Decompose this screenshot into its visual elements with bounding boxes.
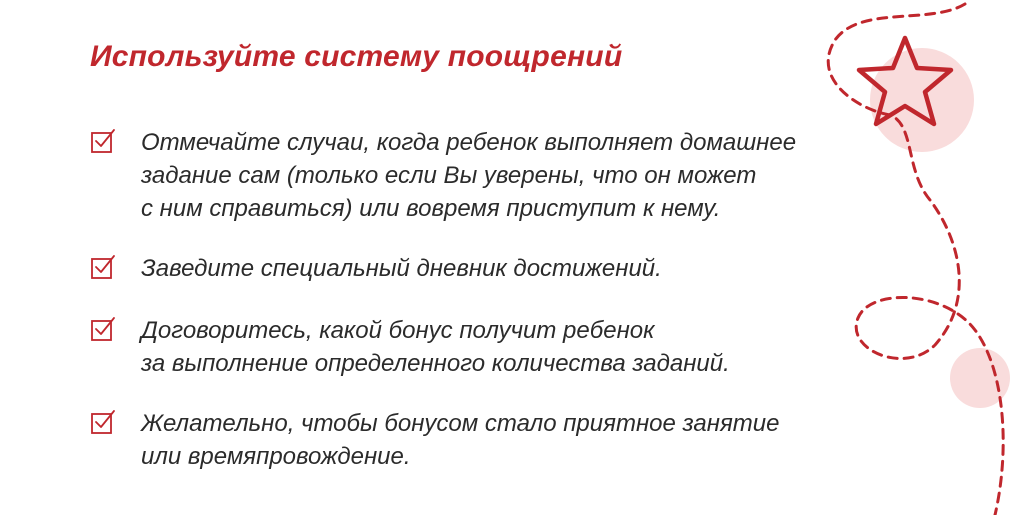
tip-item	[90, 126, 796, 225]
checkbox-check-icon	[90, 316, 116, 342]
tip-text: Заведите специальный дневник достижений.	[141, 255, 662, 282]
tip-item	[90, 252, 662, 285]
tip-item	[90, 407, 779, 473]
page-title: Используйте систему поощрений	[90, 40, 623, 73]
checkbox-check-icon	[90, 128, 116, 154]
star-icon	[859, 38, 951, 124]
checkbox-check-icon	[90, 254, 116, 280]
tip-text: Договоритесь, какой бонус получит ребенок за выполнение определенного количества заданий.	[141, 317, 730, 377]
pink-circle-top	[870, 48, 974, 152]
pink-circle-bottom	[950, 348, 1010, 408]
checkbox-check-icon	[90, 409, 116, 435]
dashed-trail	[828, 4, 1003, 515]
tip-text: Отмечайте случаи, когда ребенок выполняет домашнее задание сам (только если Вы уверены, что он может с ним справиться) или вовремя приступит к нему.	[141, 129, 797, 222]
tip-text: Желательно, чтобы бонусом стало приятное занятие или времяпровождение.	[141, 410, 780, 470]
tip-item	[90, 314, 730, 380]
